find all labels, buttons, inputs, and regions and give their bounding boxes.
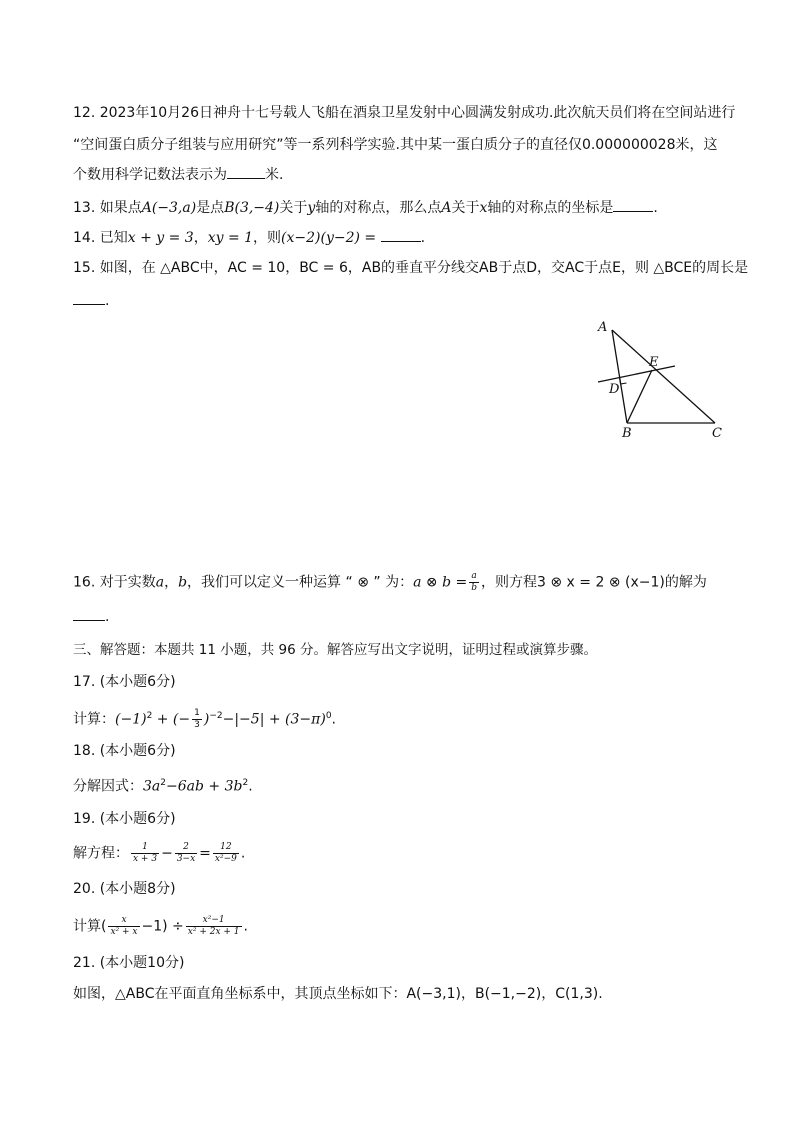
q20-f1-num: x [108,915,139,927]
answer-blank-13[interactable] [613,197,653,212]
q17-head: 17. (本小题6分) [73,674,176,690]
q13-line [73,197,658,218]
q20-end: . [243,918,248,935]
q14-end: . [420,230,426,246]
q13-text-3: 关于 [279,200,308,216]
q19-f3-den: x²−9 [214,854,237,864]
q13-a: A [441,200,452,216]
q14-text-1: 14. 已知 [73,230,128,246]
q13-text-1: 13. 如果点 [73,200,142,216]
q19-equation [73,842,245,865]
q17-frac-num: 1 [194,708,200,719]
q19-head: 19. (本小题6分) [73,811,176,827]
q13-text-4: 轴的对称点，那么点 [315,200,442,216]
q20-mid: −1) ÷ [141,918,184,935]
q12-line-1: 12. 2023年10月26日神舟十七号载人飞船在酒泉卫星发射中心圆满发射成功.此次航天员们将在空间站进行 [73,105,736,121]
q19-fraction-1 [131,842,159,865]
q16-frac-den: b [471,583,477,593]
q18-label: 分解因式： [73,778,143,795]
q17-term-1: (−1) [115,711,147,728]
q14-comma: ， [193,230,208,246]
q16-sep: ， [164,574,179,591]
q16-text-2: ，我们可以定义一种运算 “ ⊗ ” 为： [187,574,414,591]
q19-label: 解方程： [73,845,129,862]
q14-expr: (x−2)(y−2) = [281,230,377,246]
q12-unit: 米. [265,167,284,183]
label-e: E [649,355,659,370]
q18-term-2: −6ab + 3b [166,778,243,795]
q13-axis-y: y [307,200,316,216]
q17-end: . [331,711,336,728]
q18-exp-1: 2 [160,778,166,788]
q20-f1-den: x² + x [110,927,138,937]
q13-text-2: 是点 [196,200,225,216]
q20-head: 20. (本小题8分) [73,881,176,897]
q15-end: . [105,293,110,309]
answer-blank-15[interactable] [73,290,105,305]
section-3-title: 三、解答题：本题共 11 小题，共 96 分。解答应写出文字说明，证明过程或演算步骤。 [73,642,598,658]
q13-text-6: 轴的对称点的坐标是 [487,200,614,216]
answer-blank-16[interactable] [73,606,105,621]
q21-head: 21. (本小题10分) [73,955,185,971]
q17-exp-2: −2 [209,711,223,721]
q12-line-2: “空间蛋白质分子组装与应用研究”等一系列科学实验.其中某一蛋白质分子的直径仅0.000000028米，这 [73,137,718,153]
q19-f1-den: x + 3 [133,854,158,864]
q19-end: . [240,845,246,862]
q16-frac-num: a [469,571,479,583]
answer-blank-12[interactable] [227,164,265,179]
segment-be [627,370,652,423]
q20-fraction-1 [108,915,139,938]
perpendicular-bisector [598,366,675,382]
q21-text: 如图，△ABC在平面直角坐标系中，其顶点坐标如下：A(−3,1)，B(−1,−2)，C(1,3). [73,986,603,1002]
q17-term-3: −|−5| + (3−π) [222,711,326,728]
q19-f2-num: 2 [175,842,197,854]
q15-line-1: 15. 如图，在 △ABC中，AC = 10，BC = 6，AB的垂直平分线交AB于点D，交AC于点E，则 △BCE的周长是 [73,260,749,276]
q13-text-5: 关于 [451,200,480,216]
q16-var-a: a [155,574,165,591]
q17-fraction [192,708,202,731]
q18-end: . [248,778,253,795]
triangle-figure [590,315,730,445]
q15-line-2 [73,290,109,311]
q17-term-2-close: ) [203,711,210,728]
q19-fraction-2 [175,842,197,865]
label-a: A [598,320,608,335]
q20-expression [73,915,248,938]
q19-f3-num: 12 [213,842,239,854]
label-b: B [622,426,632,441]
q14-text-2: ，则 [253,230,282,246]
q16-end: . [105,609,110,625]
q18-expression [73,773,253,797]
q17-expression [73,706,336,731]
q19-f2-den: 3−x [176,854,196,864]
q17-exp-1: 2 [146,711,153,721]
q16-line-1 [73,571,707,594]
q13-point-b: B(3,−4) [224,200,280,216]
q17-exp-3: 0 [325,711,332,721]
q13-point-a: A(−3,a) [141,200,197,216]
q18-term-1: 3a [143,778,161,795]
q20-f2-den: x² + 2x + 1 [187,927,240,937]
q20-f2-num: x²−1 [186,915,242,927]
label-d: D [609,382,620,397]
q13-axis-x: x [479,200,488,216]
q16-text-3: ，则方程3 ⊗ x = 2 ⊗ (x−1)的解为 [480,574,707,591]
q17-term-2-open: + (− [152,711,191,728]
q17-frac-den: 3 [194,720,200,731]
q14-eq-2: xy = 1 [207,230,254,246]
q19-f1-num: 1 [131,842,159,854]
q20-fraction-2 [186,915,242,938]
q17-label: 计算： [73,711,115,728]
q14-line [73,227,425,248]
q18-exp-2: 2 [242,778,249,788]
q16-var-b: b [178,574,188,591]
q18-head: 18. (本小题6分) [73,743,176,759]
q16-fraction [469,571,479,594]
q19-equals: = [199,845,211,862]
q12-line-3 [73,164,283,185]
q14-eq-1: x + y = 3 [127,230,194,246]
q19-minus: − [161,845,173,862]
q16-text-1: 16. 对于实数 [73,574,156,591]
q20-label: 计算( [73,918,107,935]
q19-fraction-3 [213,842,239,865]
answer-blank-14[interactable] [381,227,421,242]
q12-line-3-text: 个数用科学记数法表示为 [73,167,227,183]
q13-end: . [653,200,658,216]
label-c: C [712,426,722,441]
q16-op: a ⊗ b = [413,574,468,591]
q16-line-2 [73,606,109,627]
